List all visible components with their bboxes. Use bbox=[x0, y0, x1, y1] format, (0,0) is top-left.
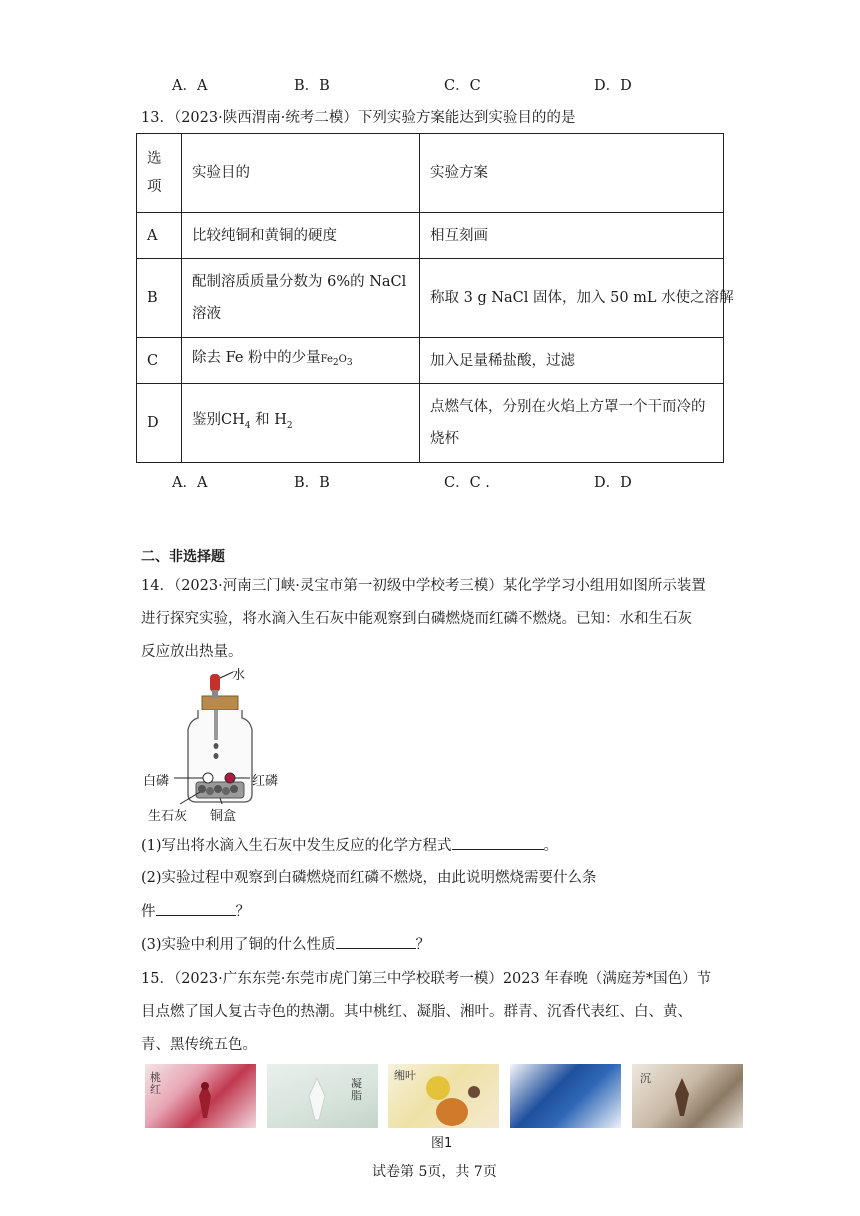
q13-options bbox=[0, 471, 860, 493]
row-plan-line2: 烧杯 bbox=[430, 431, 459, 447]
row-option: B bbox=[137, 259, 182, 338]
q12-options bbox=[0, 74, 860, 96]
quicklime-shape bbox=[230, 785, 238, 793]
panel-text: 缃叶 bbox=[394, 1069, 416, 1082]
table-row bbox=[137, 338, 724, 384]
row-plan: 相互刻画 bbox=[420, 213, 724, 259]
panel-text: 凝脂 bbox=[351, 1077, 362, 1102]
row-goal: 比较纯铜和黄铜的硬度 bbox=[182, 213, 420, 259]
row-plan bbox=[420, 384, 724, 463]
panel-text: 桃红 bbox=[150, 1071, 161, 1096]
q12-option-a: A．A bbox=[172, 78, 208, 94]
page-footer: 试卷第 5页，共 7页 bbox=[372, 1164, 497, 1180]
row-plan: 加入足量稀盐酸，过滤 bbox=[420, 338, 724, 384]
white-phosphorus-shape bbox=[203, 773, 213, 783]
q14-sub3-text: (3)实验中利用了铜的什么性质 bbox=[141, 937, 336, 953]
row-option: A bbox=[137, 213, 182, 259]
formula-sub: 4 bbox=[244, 420, 251, 431]
formula-sub: 2 bbox=[286, 420, 293, 431]
header-option-cell bbox=[137, 134, 182, 213]
table-header-row bbox=[137, 134, 724, 213]
formula-h: H bbox=[274, 412, 287, 429]
figure-panel-pale-yellow-leaf bbox=[388, 1064, 499, 1128]
q12-option-d: D．D bbox=[594, 78, 632, 94]
formula-sub: 3 bbox=[346, 358, 353, 368]
water-drop-shape bbox=[214, 743, 219, 749]
row-goal-and: 和 bbox=[250, 412, 275, 429]
q13-table bbox=[136, 133, 734, 463]
row-option: D bbox=[137, 384, 182, 463]
dropper-tube-shape bbox=[214, 710, 218, 740]
row-goal bbox=[182, 259, 420, 338]
jar-apparatus-illustration bbox=[140, 664, 300, 826]
formula-o: O bbox=[338, 354, 347, 365]
apparatus-figure bbox=[140, 664, 300, 826]
q14-sub1-end: 。 bbox=[543, 838, 559, 854]
q13-stem: 13．（2023·陕西渭南·统考二模）下列实验方案能达到实验目的的是 bbox=[141, 110, 576, 126]
q14-sub2-line2 bbox=[141, 900, 250, 921]
dropper-neck-shape bbox=[212, 690, 218, 698]
quicklime-shape bbox=[206, 787, 214, 795]
q14-stem-line3: 反应放出热量。 bbox=[141, 644, 243, 660]
figure-panel-agarwood bbox=[632, 1064, 743, 1128]
dropper-bulb-shape bbox=[210, 674, 220, 692]
formula-sub: 2 bbox=[332, 358, 339, 368]
row-plan: 称取 3 g NaCl 固体，加入 50 mL 水使之溶解 bbox=[420, 259, 724, 338]
header-option-line1: 选 bbox=[147, 151, 162, 167]
table-row bbox=[137, 213, 724, 259]
quicklime-shape bbox=[214, 785, 222, 793]
q12-option-b: B．B bbox=[294, 78, 330, 94]
figure-panel-ultramarine bbox=[510, 1064, 621, 1128]
dancer-figure-image bbox=[662, 1074, 702, 1120]
figure-caption: 图1 bbox=[431, 1136, 453, 1151]
answer-blank[interactable] bbox=[336, 934, 416, 949]
figure-panel-congealed-fat bbox=[267, 1064, 378, 1128]
header-option-line2: 项 bbox=[147, 179, 162, 195]
formula-fe: Fe bbox=[320, 354, 333, 365]
formula-fe2o3 bbox=[320, 354, 353, 368]
q14-sub1 bbox=[141, 834, 558, 855]
q13-option-d: D．D bbox=[594, 475, 632, 491]
row-plan-line1: 点燃气体，分别在火焰上方罩一个干而冷的 bbox=[430, 399, 706, 415]
row-goal-line1: 配制溶质质量分数为 6%的 NaCl bbox=[192, 274, 407, 290]
figure-panel-peach-red bbox=[145, 1064, 256, 1128]
label-copper-box: 铜盒 bbox=[210, 809, 237, 824]
label-quicklime: 生石灰 bbox=[148, 809, 188, 824]
answer-blank[interactable] bbox=[156, 901, 236, 916]
panel-text: 沉 bbox=[640, 1072, 651, 1085]
q14-stem-line1: 14．（2023·河南三门峡·灵宝市第一初级中学校考三模）某化学学习小组用如图所示装置 bbox=[141, 578, 706, 594]
q13-option-a: A．A bbox=[172, 475, 208, 491]
row-goal bbox=[182, 384, 420, 463]
q14-sub1-text: (1)写出将水滴入生石灰中发生反应的化学方程式 bbox=[141, 838, 452, 854]
header-plan-cell: 实验方案 bbox=[420, 134, 724, 213]
urn-figure-image bbox=[416, 1072, 486, 1128]
red-phosphorus-shape bbox=[225, 773, 235, 783]
label-red-phosphorus: 红磷 bbox=[252, 774, 279, 789]
quicklime-shape bbox=[198, 785, 206, 793]
table-row bbox=[137, 384, 724, 463]
q15-stem-line2: 目点燃了国人复古寺色的热潮。其中桃红、凝脂、湘叶。群青、沉香代表红、白、黄、 bbox=[141, 1004, 692, 1020]
q13-option-c: C．C . bbox=[444, 475, 490, 491]
header-goal-cell: 实验目的 bbox=[182, 134, 420, 213]
row-goal-line2: 溶液 bbox=[192, 306, 221, 322]
q15-stem-line1: 15．（2023·广东东莞·东莞市虎门第三中学校联考一模）2023 年春晚（满庭芳*国色）节 bbox=[141, 971, 712, 987]
q14-stem-line2: 进行探究实验，将水滴入生石灰中能观察到白磷燃烧而红磷不燃烧。已知：水和生石灰 bbox=[141, 611, 692, 627]
section-heading: 二、非选择题 bbox=[141, 549, 225, 565]
q14-sub3-end: ？ bbox=[415, 937, 431, 953]
q13-option-b: B．B bbox=[294, 475, 330, 491]
q14-sub3 bbox=[141, 933, 430, 954]
dancer-figure-image bbox=[297, 1074, 337, 1124]
dancer-figure-image bbox=[185, 1078, 225, 1124]
answer-blank[interactable] bbox=[452, 835, 544, 850]
row-goal-prefix: 鉴别 bbox=[192, 412, 221, 429]
row-option: C bbox=[137, 338, 182, 384]
label-white-phosphorus: 白磷 bbox=[143, 774, 170, 789]
table-row bbox=[137, 259, 724, 338]
quicklime-shape bbox=[222, 787, 230, 795]
q14-sub2-line1: (2)实验过程中观察到白磷燃烧而红磷不燃烧，由此说明燃烧需要什么条 bbox=[141, 870, 597, 886]
formula-ch: CH bbox=[221, 412, 245, 429]
q12-option-c: C．C bbox=[444, 78, 481, 94]
q14-sub2-end: ？ bbox=[235, 904, 250, 920]
q14-sub2-text: 件 bbox=[141, 904, 156, 920]
row-goal bbox=[182, 338, 420, 384]
cork-shape bbox=[202, 696, 238, 710]
row-goal-prefix: 除去 Fe 粉中的少量 bbox=[192, 350, 321, 366]
water-drop-shape bbox=[214, 753, 219, 759]
label-water: 水 bbox=[232, 668, 246, 683]
q15-stem-line3: 青、黑传统五色。 bbox=[141, 1037, 257, 1053]
